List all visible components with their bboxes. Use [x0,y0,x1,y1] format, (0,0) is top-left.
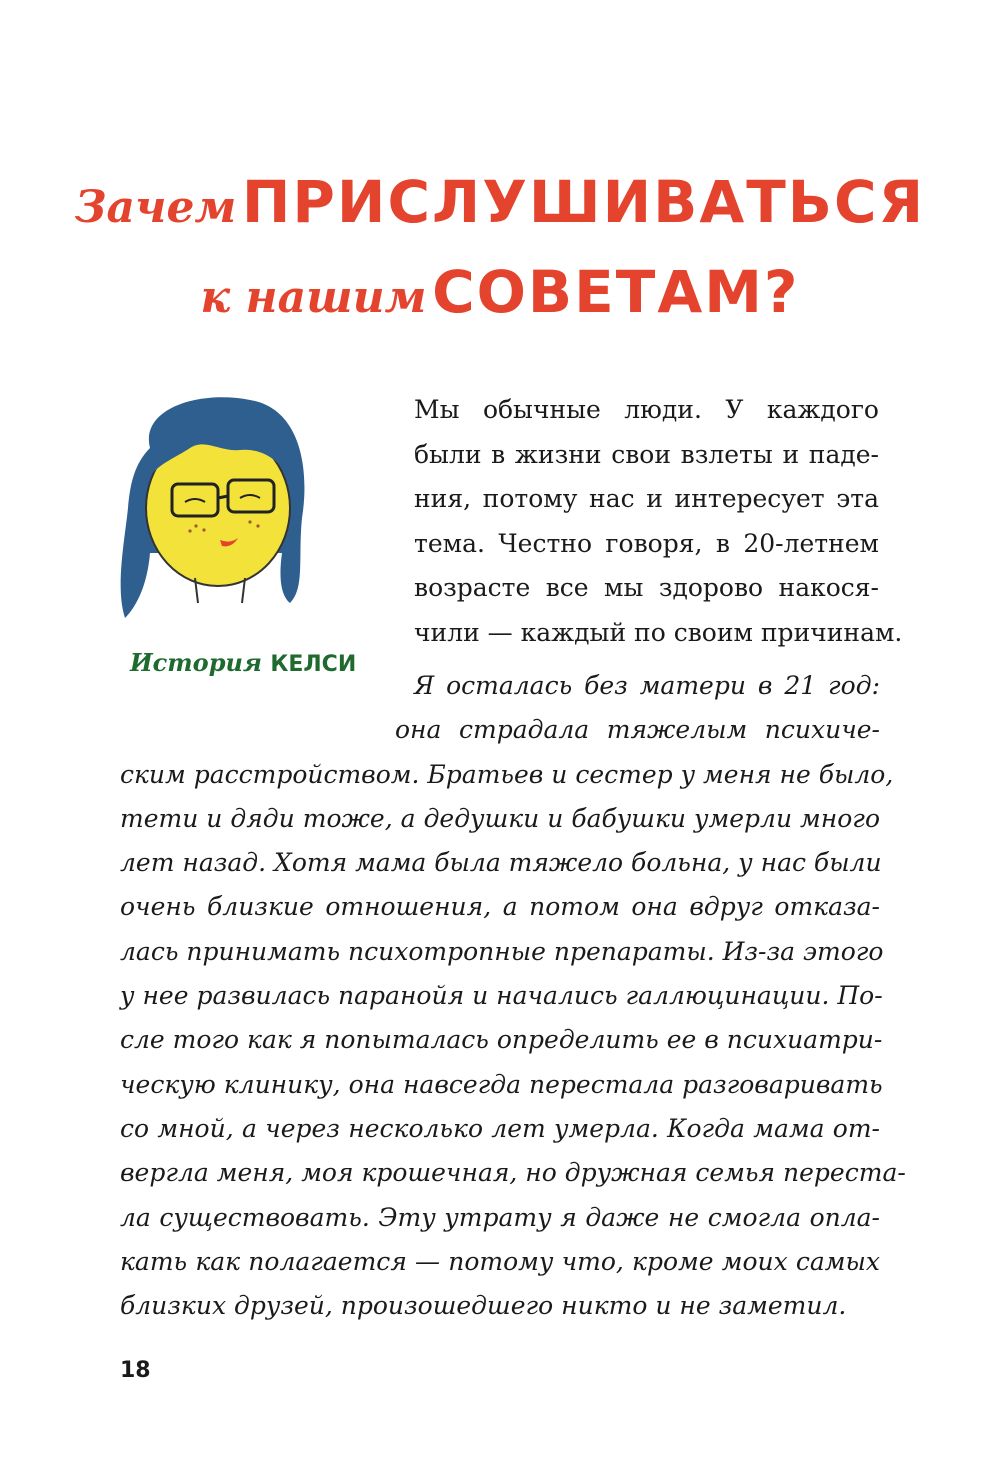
page-number: 18 [120,1358,151,1383]
story-line: вергла меня, моя крошечная, но дружная семья переста- [120,1158,906,1188]
intro-line: чили — каждый по своим причинам. [414,617,903,647]
intro-line: ния, потому нас и интересует эта [414,484,879,513]
story-line: ческую клинику, она навсегда перестала разговаривать [120,1069,883,1099]
story-line: тети и дяди тоже, а дедушки и бабушки умерли много [120,803,880,833]
story-paragraph [120,664,906,1328]
kelsey-portrait-illustration [110,388,320,628]
story-line: сле того как я попыталась определить ее в психиатри- [120,1025,883,1055]
story-line: она страдала тяжелым психиче- [395,715,880,745]
intro-line: Мы обычные люди. У каждого [414,395,879,424]
title-caps-word: ПРИСЛУШИВАТЬСЯ [241,168,926,236]
story-line: ским расстройством. Братьев и сестер у меня не было, [120,759,894,789]
story-line: близких друзей, произошедшего никто и не заметил. [120,1291,847,1321]
title-line-1 [0,168,1000,258]
intro-line: были в жизни свои взлеты и паде- [414,439,879,469]
intro-paragraph [414,388,903,655]
story-line: со мной, а через несколько лет умерла. Когда мама от- [120,1113,880,1143]
story-line: лась принимать психотропные препараты. Из-за этого [120,936,884,966]
title-script-word: к нашим [200,272,427,323]
story-line: очень близкие отношения, а потом она вдруг отказа- [120,892,880,922]
intro-line: тема. Честно говоря, в 20-летнем [414,528,879,558]
intro-line: возрасте все мы здорово накося- [414,573,879,602]
story-line: Я осталась без матери в 21 год: [414,671,880,700]
story-line: кать как полагается — потому что, кроме моих самых [120,1246,880,1276]
title-script-word: Зачем [74,182,237,233]
title-caps-word: СОВЕТАМ? [432,258,800,326]
caption-prefix: История [130,648,263,677]
title-line-2 [0,258,1000,348]
story-line: лет назад. Хотя мама была тяжело больна, у нас были [120,848,882,878]
story-line: у нее развилась паранойя и начались галлюцинации. По- [120,981,883,1011]
story-line: ла существовать. Эту утрату я даже не смогла опла- [120,1202,880,1232]
caption-name: КЕЛСИ [270,652,357,677]
